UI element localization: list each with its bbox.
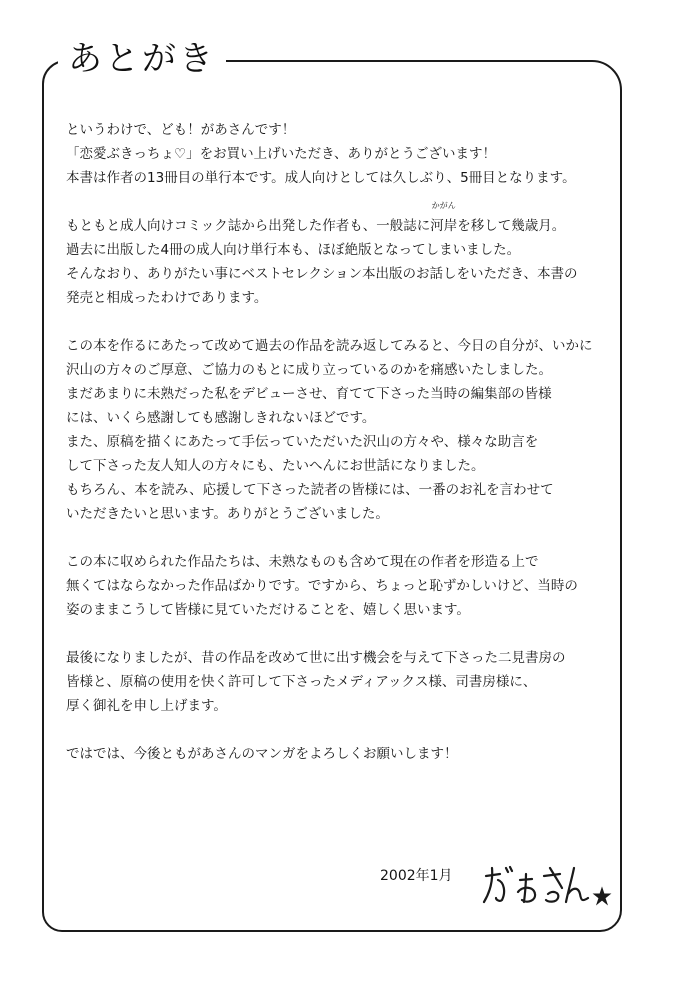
text-line: 厚く御礼を申し上げます。 [66,698,227,714]
text-line: まだあまりに未熟だった私をデビューさせ、育てて下さった当時の編集部の皆様 [66,386,552,402]
text-line: この本を作るにあたって改めて過去の作品を読み返してみると、今日の自分が、いかに [66,338,593,354]
afterword-body [66,118,606,790]
text-line: 過去に出版した4冊の成人向け単行本も、ほぼ絶版となってしまいました。 [66,242,521,258]
author-signature [478,858,614,910]
text-line: 皆様と、原稿の使用を快く許可して下さったメディアックス様、司書房様に、 [66,674,537,690]
text-line: 発売と相成ったわけであります。 [66,290,268,306]
paragraph-closing [66,742,606,766]
text-line: この本に収められた作品たちは、未熟なものも含めて現在の作者を形造る上で [66,554,539,570]
text-line: 沢山の方々のご厚意、ご協力のもとに成り立っているのかを痛感いたしました。 [66,362,552,378]
paragraph-acknowledgements [66,646,606,718]
text-line: もちろん、本を読み、応援して下さった読者の皆様には、一番のお礼を言わせて [66,482,554,498]
ruby-word [430,201,458,238]
text-line: して下さった友人知人の方々にも、たいへんにお世話になりました。 [66,458,485,474]
text-line: には、いくら感謝しても感謝しきれないほどです。 [66,410,376,426]
ruby-base: 河岸 [430,218,458,234]
paragraph-thanks [66,334,606,526]
text-line-head: もともと成人向けコミック誌から出発した作者も、一般誌に [66,218,431,234]
text-line: いただきたいと思います。ありがとうございました。 [66,506,389,522]
text-line-tail: を移して幾歳月。 [457,218,566,234]
text-line: というわけで、ども！があさんです！ [66,122,296,138]
text-line: 姿のままこうして皆様に見ていただけることを、嬉しく思います。 [66,602,470,618]
text-line: ではでは、今後ともがあさんのマンガをよろしくお願いします！ [66,746,458,762]
date-line: 2002年1月 [380,868,453,884]
paragraph-greeting [66,118,606,190]
text-line: 無くてはならなかった作品ばかりです。ですから、ちょっと恥ずかしいけど、当時の [66,578,578,594]
text-line [66,201,606,238]
ruby-reading: かがん [431,201,456,210]
signature-drawing [478,858,614,910]
paragraph-history [66,201,606,310]
text-line: 最後になりましたが、昔の作品を改めて世に出す機会を与えて下さった二見書房の [66,650,566,666]
paragraph-works [66,550,606,622]
text-line: 「恋愛ぶきっちょ♡」をお買い上げいただき、ありがとうございます！ [66,146,497,162]
text-line: また、原稿を描くにあたって手伝っていただいた沢山の方々や、様々な助言を [66,434,539,450]
text-line: そんなおり、ありがたい事にベストセレクション本出版のお話しをいただき、本書の [66,266,578,282]
text-line: 本書は作者の13冊目の単行本です。成人向けとしては久しぶり、5冊目となります。 [66,170,576,186]
page-title: あとがき [58,36,226,82]
